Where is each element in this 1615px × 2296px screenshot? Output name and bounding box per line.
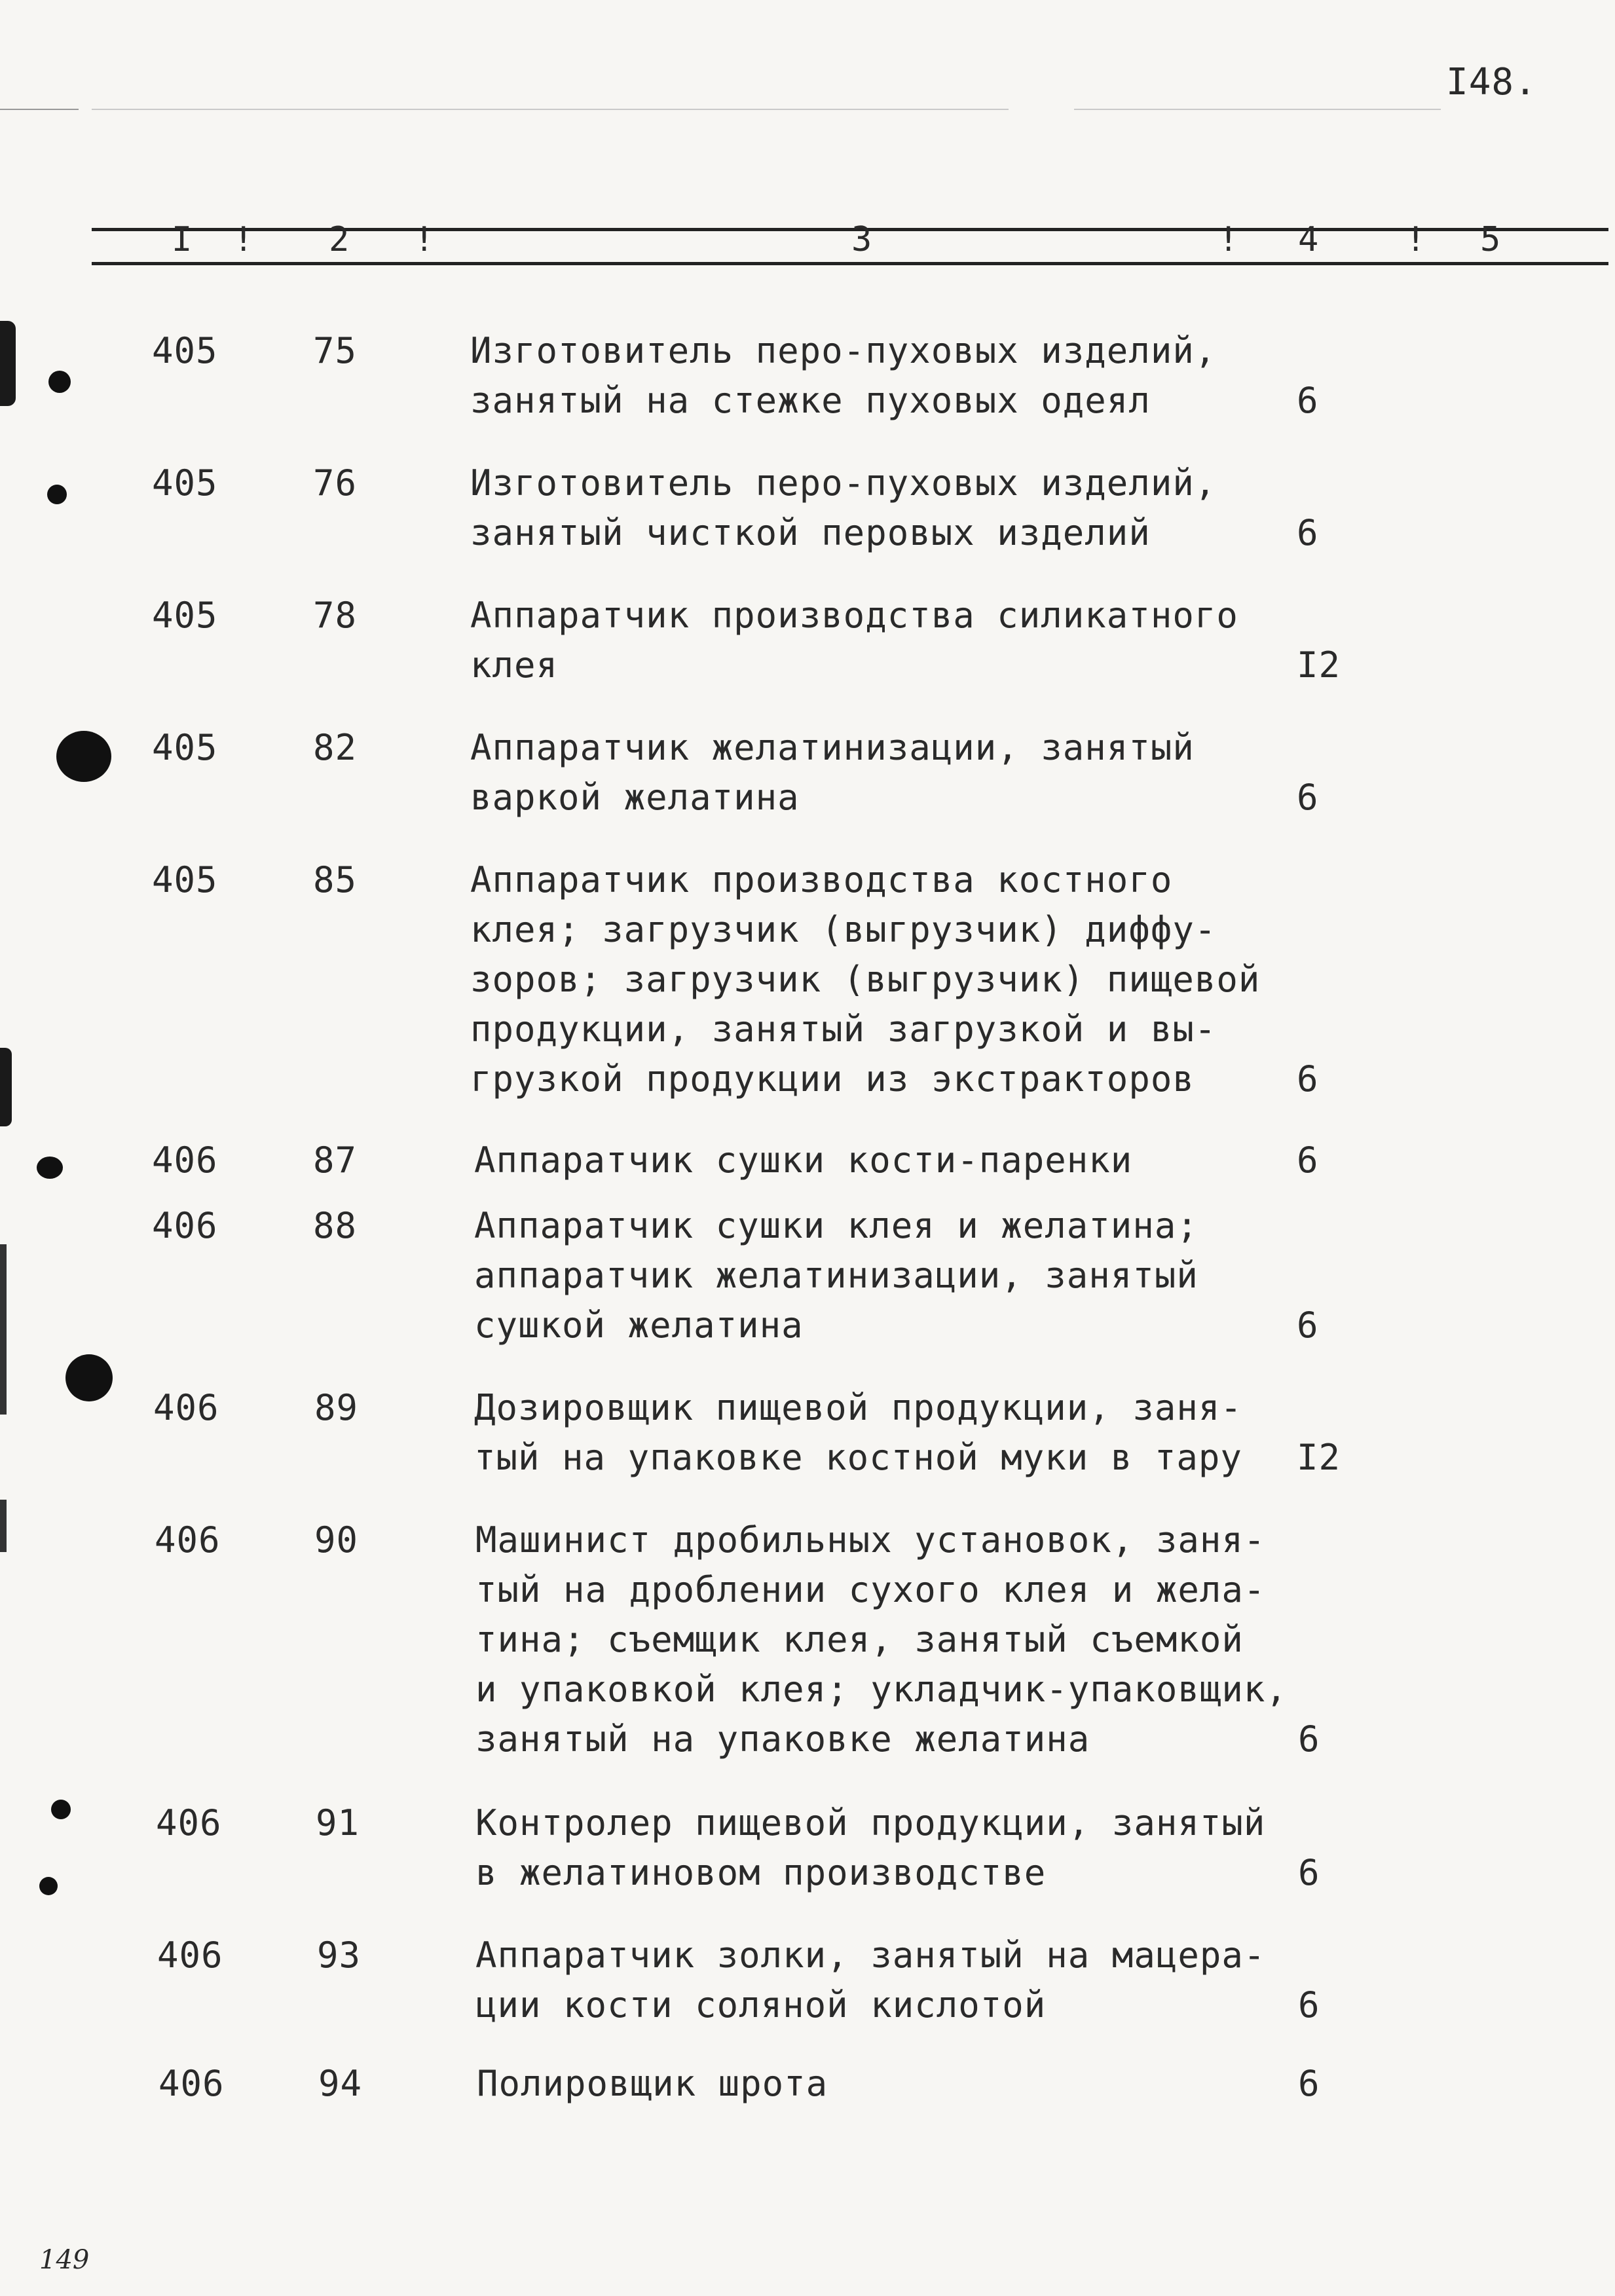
row-col1: 406 (152, 1139, 218, 1181)
row-desc-line: Машинист дробильных установок, заня- (475, 1519, 1266, 1561)
row-desc-line: Полировщик шрота (477, 2063, 828, 2104)
row-desc-line: и упаковкой клея; укладчик-упаковщик, (475, 1669, 1288, 1710)
row-desc-line: Контролер пищевой продукции, занятый (475, 1802, 1266, 1843)
binding-hole-mark (56, 731, 111, 782)
page-number: I48. (1446, 61, 1537, 103)
header-col-2: 2 (329, 220, 350, 259)
row-desc-line: грузкой продукции из экстракторов (470, 1058, 1195, 1100)
row-desc-line: тый на упаковке костной муки в тару (474, 1437, 1242, 1478)
row-desc-line: Изготовитель перо-пуховых изделий, (470, 462, 1217, 504)
row-col2: 94 (318, 2063, 363, 2104)
header-separator: ! (1218, 220, 1240, 259)
row-col2: 90 (314, 1519, 359, 1561)
page-edge-mark (0, 1500, 7, 1552)
row-col2: 91 (316, 1802, 360, 1843)
row-col1: 406 (153, 1387, 219, 1428)
page-edge-mark (0, 1244, 7, 1415)
row-desc-line: Аппаратчик сушки кости-паренки (474, 1139, 1133, 1181)
row-desc-line: Аппаратчик желатинизации, занятый (470, 727, 1195, 768)
row-col2: 88 (313, 1205, 358, 1246)
header-separator: ! (233, 220, 255, 259)
header-top-rule (92, 228, 1608, 231)
row-desc-line: клея (470, 644, 559, 686)
row-col1: 405 (152, 727, 218, 768)
row-col4: 6 (1298, 1852, 1320, 1893)
row-desc-line: сушкой желатина (474, 1305, 804, 1346)
row-desc-line: Аппаратчик золки, занятый на мацера- (475, 1935, 1266, 1976)
row-col1: 406 (152, 1205, 218, 1246)
row-desc-line: Аппаратчик производства костного (470, 859, 1173, 900)
row-desc-line: занятый на упаковке желатина (475, 1718, 1090, 1760)
row-col4: 6 (1297, 1305, 1319, 1346)
row-col1: 406 (156, 1802, 222, 1843)
row-desc-line: Дозировщик пищевой продукции, заня- (474, 1387, 1242, 1428)
row-col2: 85 (313, 859, 358, 900)
row-col2: 82 (313, 727, 358, 768)
row-desc-line: тый на дроблении сухого клея и жела- (475, 1569, 1266, 1610)
row-desc-line: занятый чисткой перовых изделий (470, 512, 1151, 553)
row-col2: 93 (317, 1935, 362, 1976)
top-dash-mark (1074, 109, 1441, 110)
row-col4: 6 (1297, 1058, 1319, 1100)
page-edge-mark (0, 321, 16, 406)
header-col-4: 4 (1298, 220, 1320, 259)
row-col4: 6 (1297, 1139, 1319, 1181)
row-desc-line: продукции, занятый загрузкой и вы- (470, 1009, 1217, 1050)
row-col2: 75 (313, 330, 358, 371)
row-col1: 406 (155, 1519, 221, 1561)
row-col2: 89 (314, 1387, 359, 1428)
row-col2: 76 (313, 462, 358, 504)
page-edge-mark (0, 1048, 12, 1126)
binding-hole-mark (51, 1800, 71, 1819)
row-desc-line: ции кости соляной кислотой (475, 1984, 1047, 2026)
top-dash-mark (0, 109, 79, 110)
row-col2: 78 (313, 595, 358, 636)
row-desc-line: клея; загрузчик (выгрузчик) диффу- (470, 909, 1217, 950)
row-col1: 406 (157, 1935, 223, 1976)
row-col4: I2 (1297, 1437, 1341, 1478)
header-separator: ! (414, 220, 436, 259)
row-desc-line: варкой желатина (470, 777, 800, 818)
row-desc-line: зоров; загрузчик (выгрузчик) пищевой (470, 959, 1261, 1000)
row-desc-line: Аппаратчик производства силикатного (470, 595, 1238, 636)
header-bottom-rule (92, 262, 1608, 265)
row-desc-line: Аппаратчик сушки клея и желатина; (474, 1205, 1198, 1246)
row-col1: 405 (152, 330, 218, 371)
binding-hole-mark (65, 1354, 113, 1401)
row-desc-line: занятый на стежке пуховых одеял (470, 380, 1151, 421)
binding-hole-mark (48, 371, 71, 393)
header-separator: ! (1405, 220, 1427, 259)
header-col-3: 3 (851, 220, 873, 259)
row-desc-line: Изготовитель перо-пуховых изделий, (470, 330, 1217, 371)
row-col4: 6 (1298, 1718, 1320, 1760)
handwritten-page-note: 149 (39, 2245, 90, 2275)
row-col1: 406 (158, 2063, 225, 2104)
row-desc-line: аппаратчик желатинизации, занятый (474, 1255, 1198, 1296)
row-col4: 6 (1298, 1984, 1320, 2026)
row-col1: 405 (152, 859, 218, 900)
row-col4: 6 (1297, 512, 1319, 553)
header-col-5: 5 (1480, 220, 1502, 259)
row-col1: 405 (152, 595, 218, 636)
row-col1: 405 (152, 462, 218, 504)
row-desc-line: тина; съемщик клея, занятый съемкой (475, 1619, 1244, 1660)
binding-hole-mark (39, 1877, 58, 1895)
binding-hole-mark (37, 1157, 63, 1179)
row-col2: 87 (313, 1139, 358, 1181)
row-col4: 6 (1297, 380, 1319, 421)
binding-hole-mark (47, 485, 67, 504)
top-dash-mark (92, 109, 1009, 110)
row-col4: I2 (1297, 644, 1341, 686)
row-desc-line: в желатиновом производстве (475, 1852, 1047, 1893)
row-col4: 6 (1298, 2063, 1320, 2104)
header-col-1: I (172, 220, 193, 259)
row-col4: 6 (1297, 777, 1319, 818)
